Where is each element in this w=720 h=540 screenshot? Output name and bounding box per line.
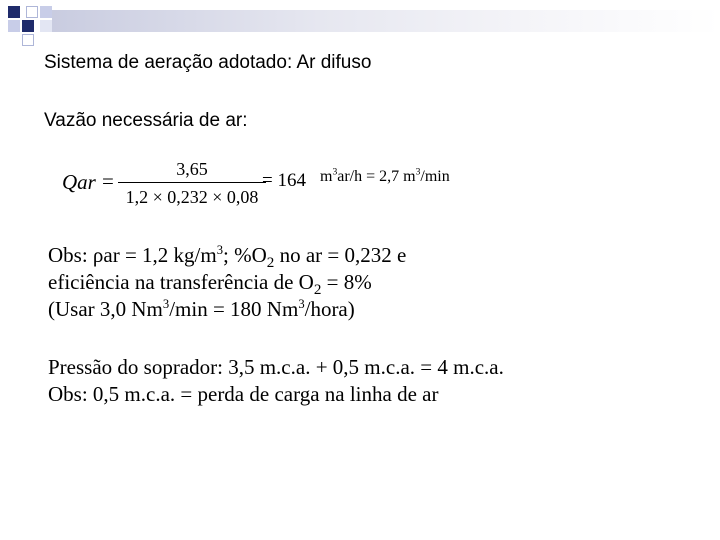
obs-line-density: Obs: ρar = 1,2 $kg/m^3$; $\%O_2$ no ar = 0,232 e: [48, 243, 407, 272]
decor-square: [8, 6, 20, 18]
decor-square: [40, 20, 52, 32]
head-loss-line: Obs: 0,5 m.c.a. = perda de carga na linha de ar: [48, 382, 439, 406]
equation-result: = 164: [262, 170, 306, 191]
header-gradient-band: [52, 10, 720, 32]
equation-denominator: 1,2 × 0,232 × 0,08: [125, 187, 259, 207]
obs-line-efficiency: eficiência na transferência de $O_2 = 8\%$: [48, 270, 372, 299]
heading-aeration-system: Sistema de aeração adotado: Ar difuso: [44, 52, 372, 73]
fraction-bar: [118, 182, 266, 183]
decor-square: [40, 6, 52, 18]
equation-equals: =: [102, 169, 114, 193]
obs-block-1: [48, 242, 406, 323]
decor-square: [22, 20, 34, 32]
heading-air-flow: Vazão necessária de ar:: [44, 110, 248, 131]
equation-fraction: [118, 158, 266, 208]
obs-block-2: [48, 354, 504, 408]
decor-square: [26, 6, 38, 18]
equation-lhs: Qar: [62, 170, 96, 194]
slide-decoration: [0, 0, 720, 50]
equation-units: $m^3ar/h = 2,7$ $m^3/\min$: [320, 166, 450, 185]
blower-pressure-line: Pressão do soprador: 3,5 m.c.a. + 0,5 m.c.a. = 4 m.c.a.: [48, 355, 504, 379]
decor-square: [22, 34, 34, 46]
equation-numerator: 3,65: [176, 159, 208, 179]
air-flow-equation: [62, 158, 522, 214]
obs-line-conversion: (Usar 3,0 $Nm^3/\min = 180$ Nm$^3$/hora): [48, 297, 355, 321]
decor-square: [8, 20, 20, 32]
